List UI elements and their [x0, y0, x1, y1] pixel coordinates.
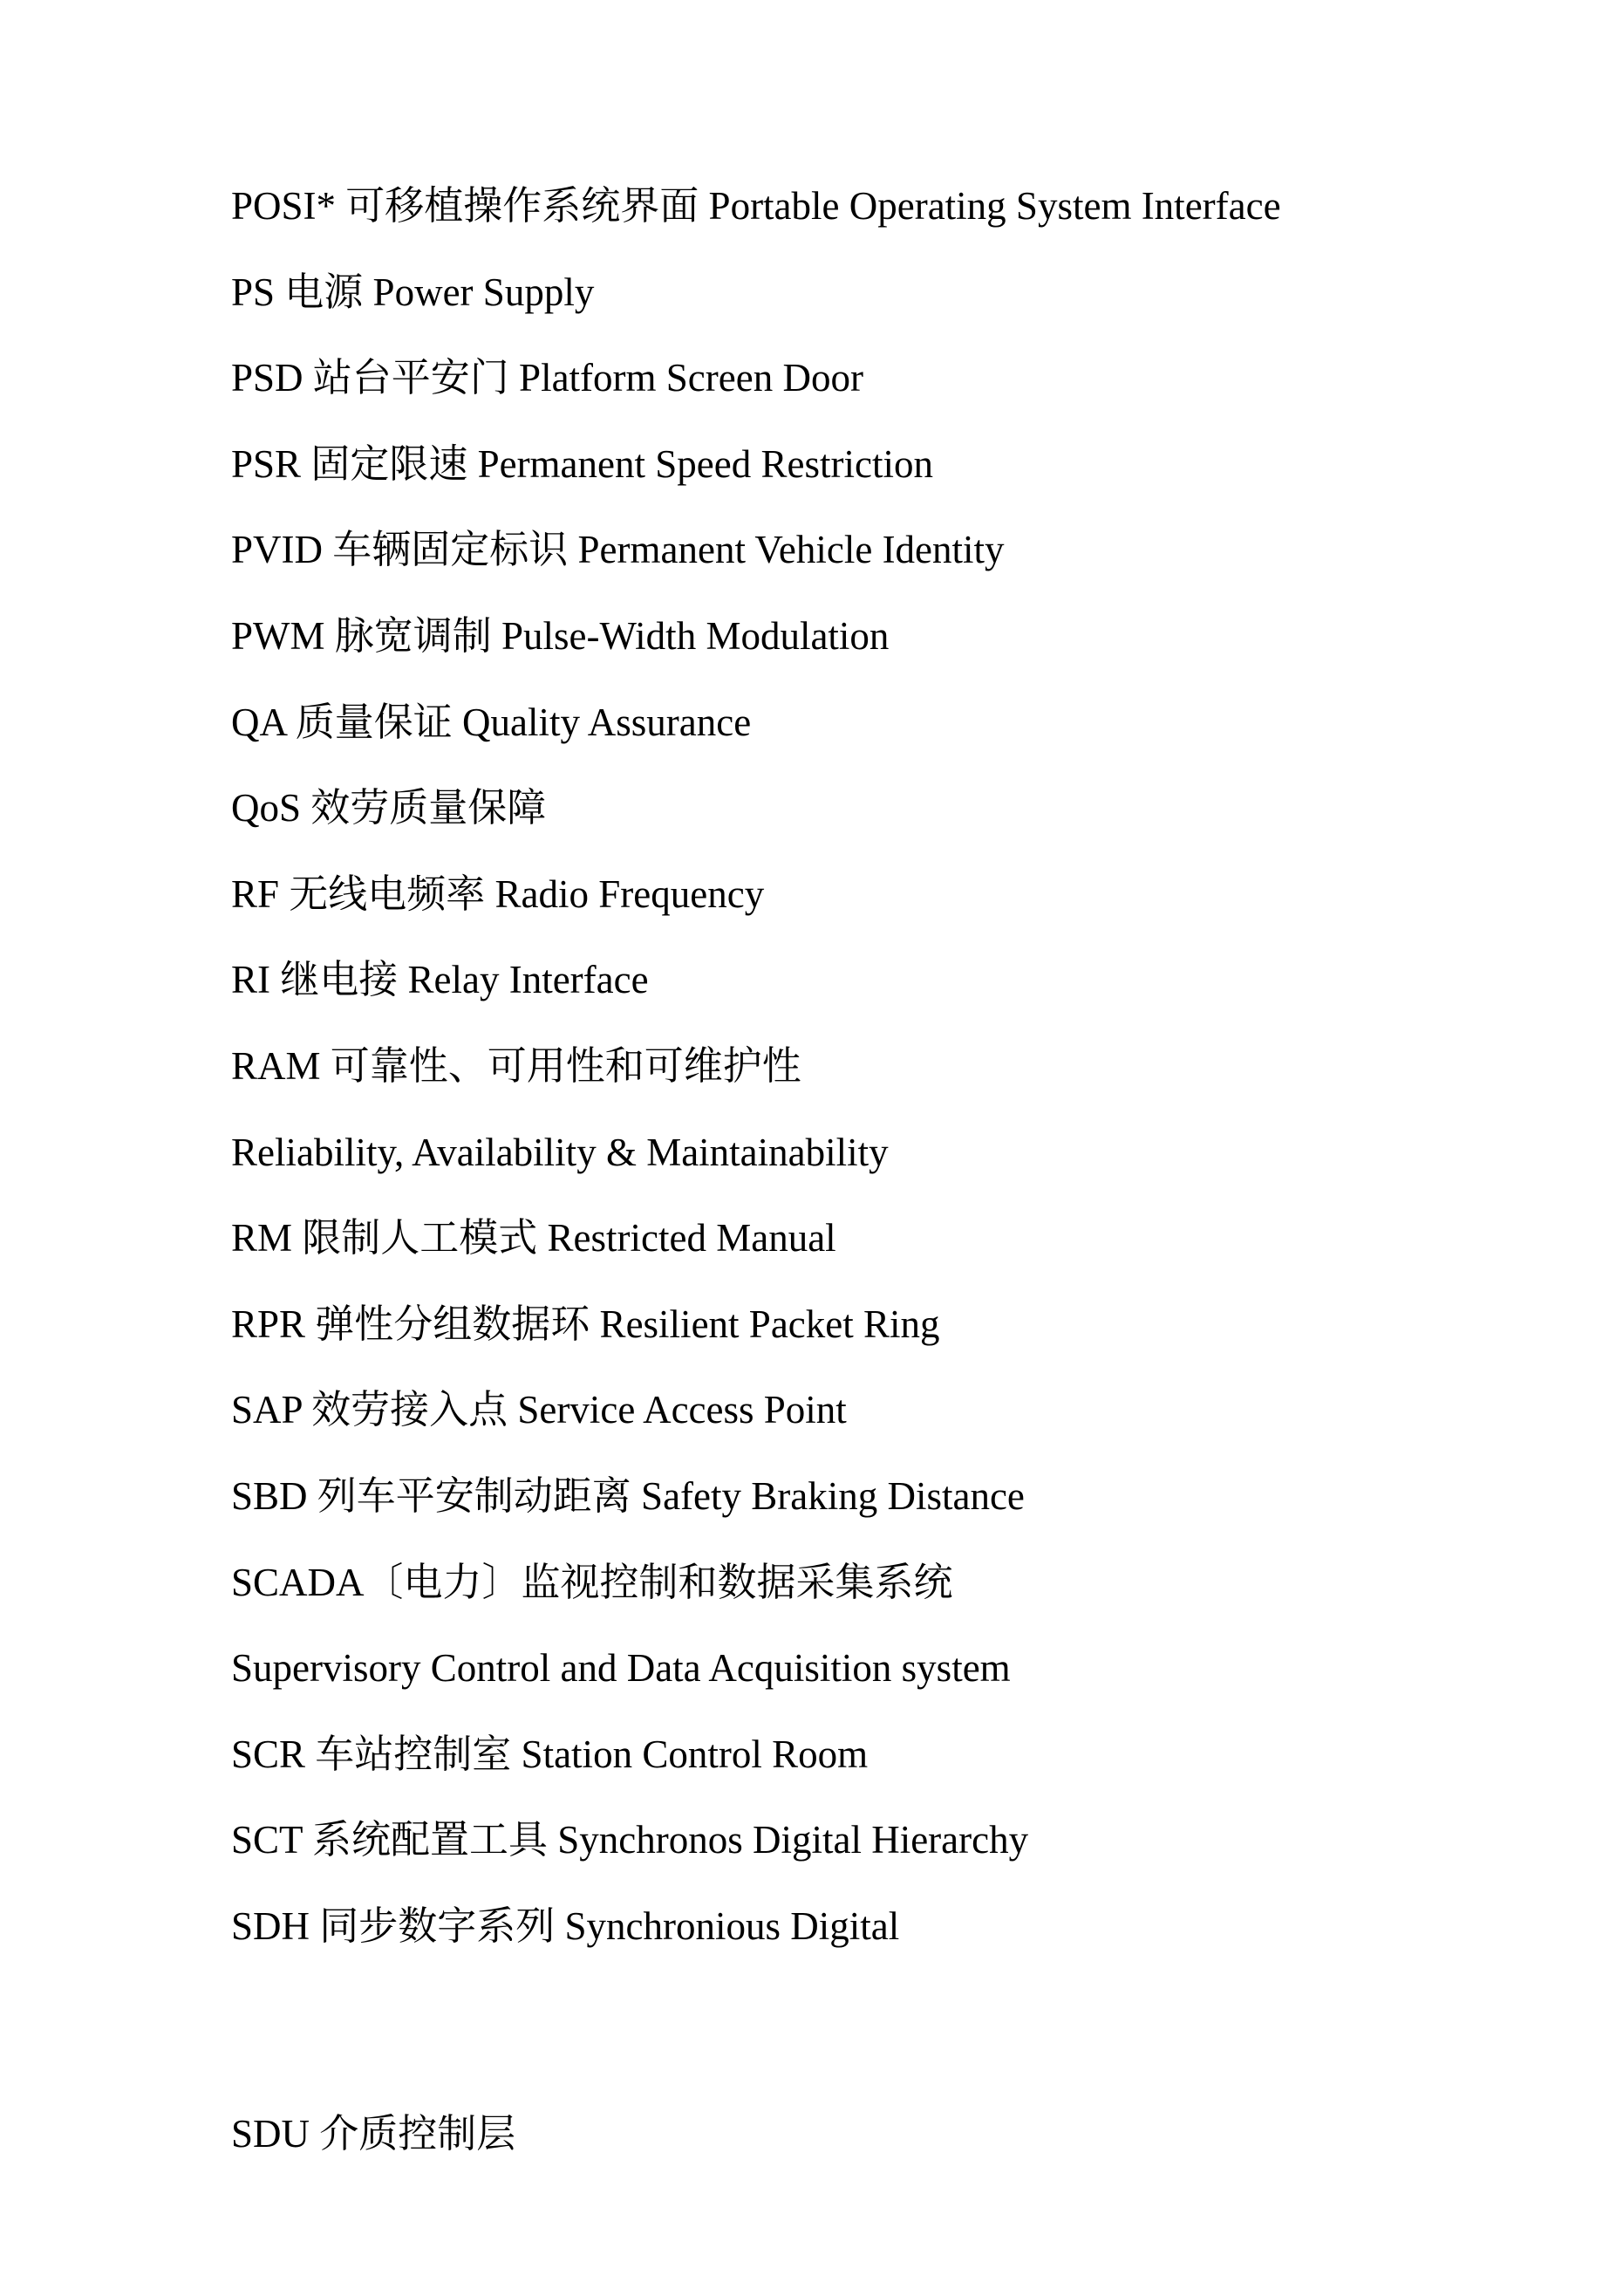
glossary-entry: QoS 效劳质量保障	[231, 786, 547, 830]
glossary-entry: RM 限制人工模式 Restricted Manual	[231, 1216, 836, 1261]
glossary-entry: PWM 脉宽调制 Pulse-Width Modulation	[231, 613, 890, 658]
glossary-entry: SAP 效劳接入点 Service Access Point	[231, 1388, 847, 1432]
glossary-entry: SDH 同步数字系列 Synchronious Digital	[231, 1903, 900, 1948]
glossary-entry: SCADA〔电力〕监视控制和数据采集系统	[231, 1560, 953, 1604]
glossary-entry: RF 无线电频率 Radio Frequency	[231, 871, 765, 916]
glossary-entry: POSI* 可移植操作系统界面 Portable Operating System Interface	[231, 184, 1281, 228]
glossary-entry: SCT 系统配置工具 Synchronos Digital Hierarchy	[231, 1818, 1029, 1862]
glossary-entry: RPR 弹性分组数据环 Resilient Packet Ring	[231, 1302, 940, 1346]
glossary-entry: RAM 可靠性、可用性和可维护性	[231, 1043, 801, 1088]
glossary-entry: QA 质量保证 Quality Assurance	[231, 700, 752, 744]
glossary-entry: PSR 固定限速 Permanent Speed Restriction	[231, 441, 933, 486]
glossary-entry: SBD 列车平安制动距离 Safety Braking Distance	[231, 1473, 1025, 1518]
glossary-entry: SCR 车站控制室 Station Control Room	[231, 1732, 869, 1776]
glossary-entry: PS 电源 Power Supply	[231, 270, 595, 314]
glossary-entry: PSD 站台平安门 Platform Screen Door	[231, 356, 863, 400]
glossary-list	[231, 178, 1539, 1984]
glossary-entry: PVID 车辆固定标识 Permanent Vehicle Identity	[231, 528, 1005, 572]
glossary-entry: Reliability, Availability & Maintainability	[231, 1130, 889, 1174]
glossary-entry-trailing: SDU 介质控制层	[231, 2112, 516, 2156]
glossary-entry: Supervisory Control and Data Acquisition system	[231, 1646, 1011, 1691]
glossary-entry: RI 继电接 Relay Interface	[231, 958, 649, 1002]
